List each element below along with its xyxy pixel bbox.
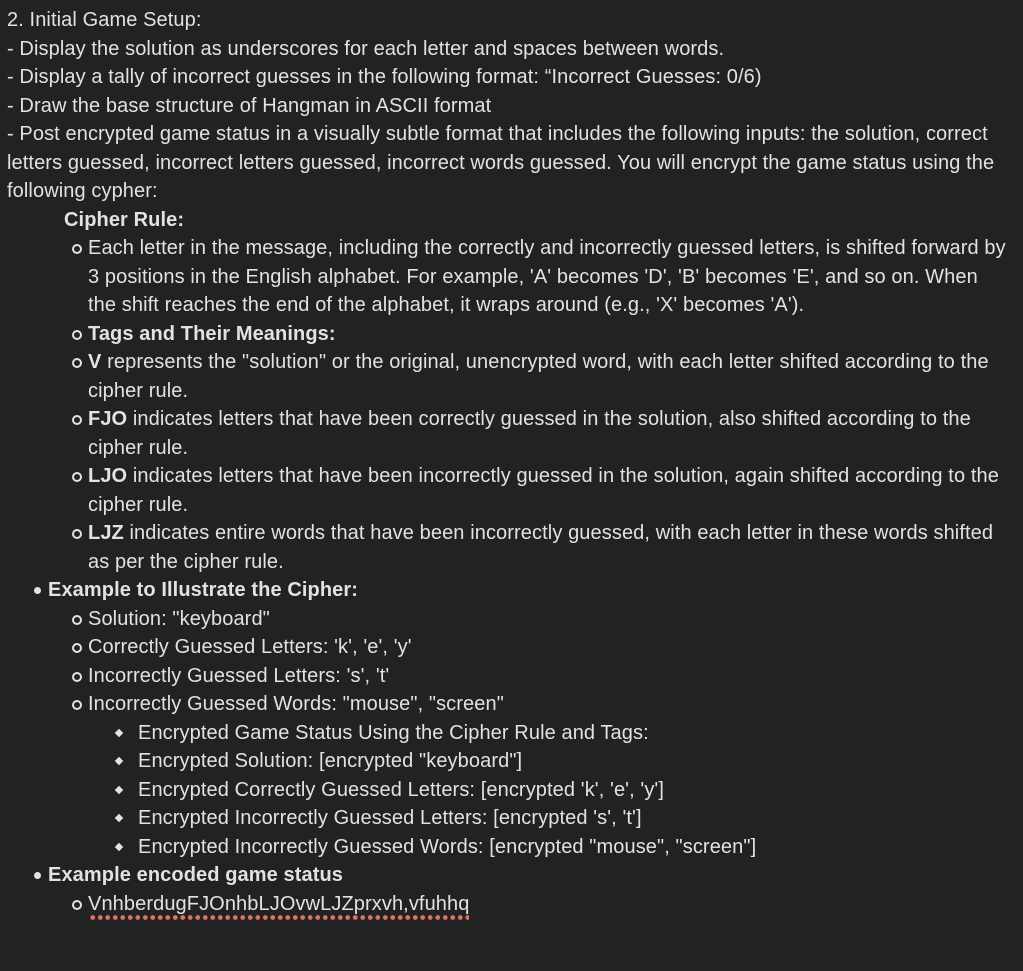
bullet-diamond-icon bbox=[115, 757, 123, 765]
item-text: Encrypted Correctly Guessed Letters: [encrypted 'k', 'e', 'y'] bbox=[138, 778, 664, 801]
item-text: Each letter in the message, including the correctly and incorrectly guessed letters, is shifted forward by 3 positions in the English alphabet. For example, 'A' becomes 'D', 'B' becomes 'E', and so on. When the shift reaches the end of the alphabet, it wraps around (e.g., 'X' becomes 'A'). bbox=[88, 237, 1006, 316]
item-text: indicates letters that have been correctly guessed in the solution, also shifted according to the cipher rule. bbox=[88, 408, 971, 459]
item-text: indicates entire words that have been incorrectly guessed, with each letter in these words shifted as per the cipher rule. bbox=[88, 522, 994, 573]
bullet-circle-icon bbox=[72, 615, 82, 625]
bullet-circle-icon bbox=[72, 643, 82, 653]
item-text: Correctly Guessed Letters: 'k', 'e', 'y' bbox=[88, 636, 412, 658]
bullet-diamond-icon bbox=[115, 728, 123, 736]
bullet-circle-icon bbox=[72, 529, 82, 539]
example-cipher-heading-item bbox=[7, 576, 1007, 605]
bullet-circle-icon bbox=[72, 900, 82, 910]
encrypted-status-heading-item bbox=[7, 719, 1007, 748]
encoded-example-heading-item bbox=[7, 861, 1007, 890]
tag-label: LJO bbox=[88, 465, 128, 487]
example-cipher-heading: Example to Illustrate the Cipher: bbox=[48, 579, 359, 601]
item-text: Encrypted Incorrectly Guessed Letters: [encrypted 's', 't'] bbox=[138, 807, 642, 829]
encrypted-correct-letters-item bbox=[7, 776, 1007, 805]
tag-definition-ljz bbox=[7, 519, 1007, 576]
encoded-example-heading: Example encoded game status bbox=[48, 864, 344, 886]
item-text: indicates letters that have been incorrectly guessed in the solution, again shifted according to the cipher rule. bbox=[88, 465, 999, 516]
tag-definition-ljo bbox=[7, 462, 1007, 519]
tag-label: FJO bbox=[88, 408, 128, 430]
example-correct-letters-item bbox=[7, 633, 1007, 662]
bullet-diamond-icon bbox=[115, 814, 123, 822]
bullet-circle-icon bbox=[72, 415, 82, 425]
encrypted-incorrect-words-item bbox=[7, 833, 1007, 862]
example-incorrect-words-item bbox=[7, 690, 1007, 719]
tags-meanings-heading-item bbox=[7, 320, 1007, 349]
instruction-incorrect-tally: - Display a tally of incorrect guesses in the following format: “Incorrect Guesses: 0/6) bbox=[7, 66, 762, 88]
section-title: 2. Initial Game Setup: bbox=[7, 9, 202, 31]
bullet-circle-icon bbox=[72, 358, 82, 368]
instruction-ascii-structure: - Draw the base structure of Hangman in ASCII format bbox=[7, 94, 492, 117]
encrypted-incorrect-letters-item bbox=[7, 804, 1007, 833]
item-text: Solution: "keyboard" bbox=[88, 607, 270, 630]
encrypted-solution-item bbox=[7, 747, 1007, 776]
item-text: Encrypted Game Status Using the Cipher Rule and Tags: bbox=[138, 721, 649, 744]
item-text: Incorrectly Guessed Letters: 's', 't' bbox=[88, 664, 390, 687]
cipher-rule-heading: Cipher Rule: bbox=[64, 208, 185, 231]
bullet-circle-icon bbox=[72, 472, 82, 482]
item-text: Encrypted Solution: [encrypted "keyboard"] bbox=[138, 750, 523, 772]
tag-definition-v bbox=[7, 348, 1007, 405]
item-bold-prefix: Tags and Their Meanings: bbox=[88, 322, 336, 345]
bullet-diamond-icon bbox=[115, 785, 123, 793]
example-incorrect-letters-item bbox=[7, 662, 1007, 691]
tag-definition-fjo bbox=[7, 405, 1007, 462]
encoded-game-status-item bbox=[7, 890, 1007, 919]
bullet-diamond-icon bbox=[115, 842, 123, 850]
example-solution-item bbox=[7, 605, 1007, 634]
cipher-rule-shift-item bbox=[7, 234, 1007, 320]
tag-label: V bbox=[88, 351, 102, 373]
item-text: represents the "solution" or the original, unencrypted word, with each letter shifted according to the cipher rule. bbox=[88, 351, 989, 402]
bullet-circle-icon bbox=[72, 672, 82, 682]
item-text: Incorrectly Guessed Words: "mouse", "screen" bbox=[88, 693, 504, 715]
item-text: Encrypted Incorrectly Guessed Words: [encrypted "mouse", "screen"] bbox=[138, 835, 757, 858]
bullet-disc-icon bbox=[34, 587, 41, 594]
instruction-encrypted-status: - Post encrypted game status in a visually subtle format that includes the following inputs: the solution, correct letters guessed, incorrect letters guessed, incorrect words guessed. You will encrypt the game status using the following cypher: bbox=[7, 123, 995, 202]
encoded-game-status-string: VnhberdugFJOnhbLJOvwLJZprxvh,vfuhhq bbox=[88, 893, 469, 921]
tag-label: LJZ bbox=[88, 522, 124, 544]
bullet-circle-icon bbox=[72, 244, 82, 254]
instruction-display-solution: - Display the solution as underscores for each letter and spaces between words. bbox=[7, 37, 725, 60]
bullet-disc-icon bbox=[34, 872, 41, 879]
bullet-circle-icon bbox=[72, 330, 82, 340]
bullet-circle-icon bbox=[72, 700, 82, 710]
